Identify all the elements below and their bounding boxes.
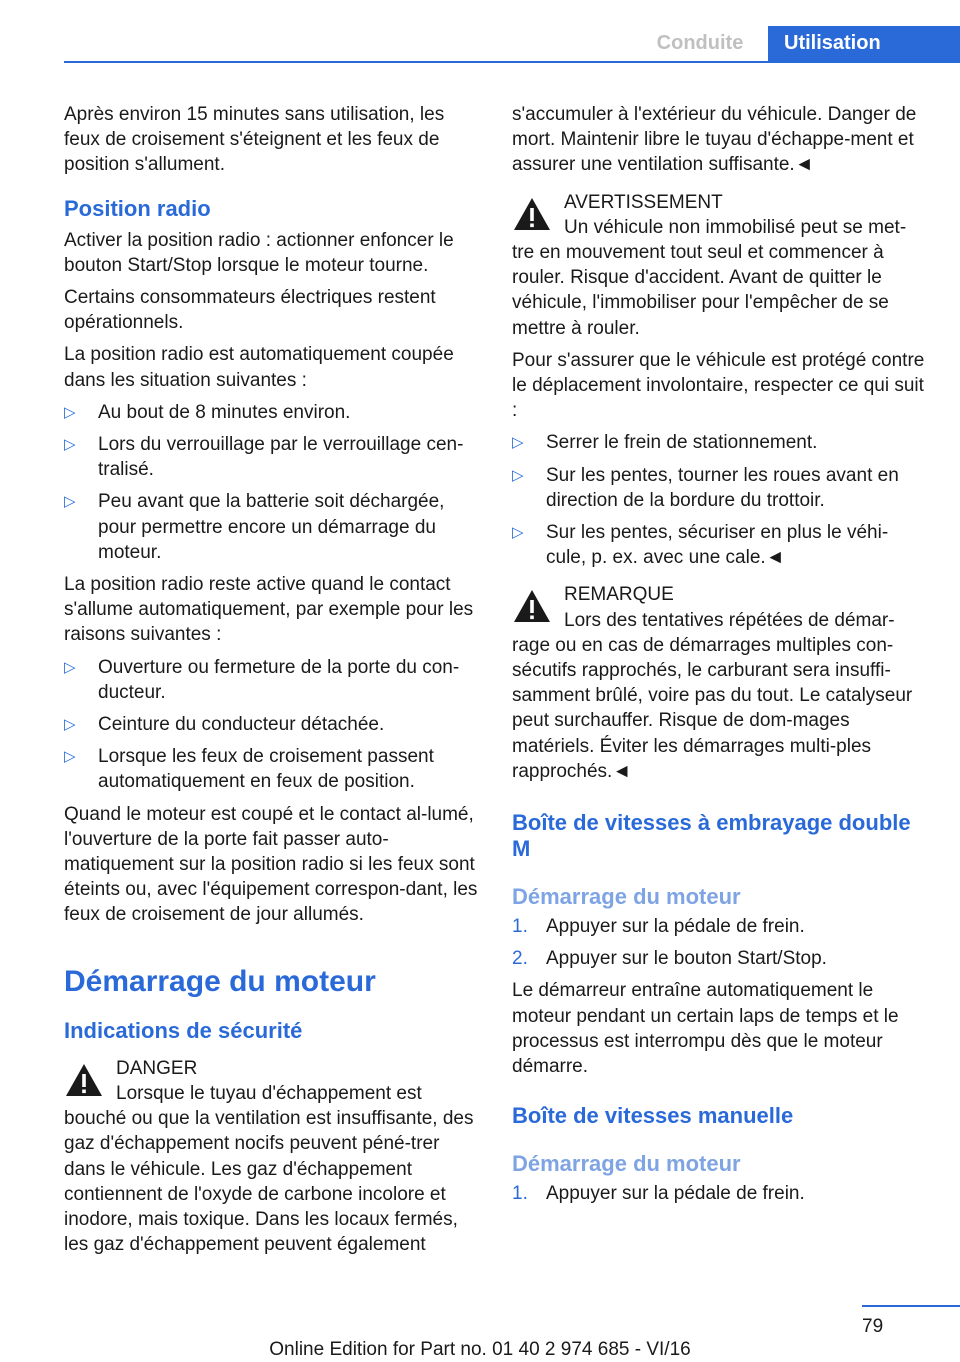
avertissement-label: AVERTISSEMENT: [564, 191, 723, 213]
remarque-label: REMARQUE: [564, 584, 674, 606]
list-item: 1. Appuyer sur la pédale de frein.: [512, 916, 805, 938]
tab-conduite[interactable]: Conduite: [632, 26, 768, 62]
footer-rule: [862, 1305, 960, 1307]
paragraph: Le démarreur entraîne automatiquement le moteur pendant un certain laps de temps et le processus est interrompu dès que le moteur démarre.: [512, 980, 899, 1078]
paragraph: Certains consommateurs électriques restent opérationnels.: [64, 287, 436, 334]
steps-list-2: [512, 1181, 926, 1206]
remarque-notice: [512, 582, 926, 784]
steps-list-1: [512, 914, 926, 971]
heading-indications-securite: Indications de sécurité: [64, 1017, 303, 1043]
tab-utilisation[interactable]: Utilisation: [768, 26, 960, 62]
paragraph: Quand le moteur est coupé et le contact al‐lumé, l'ouverture de la porte fait passer auto‐matiquement sur la position radio si les feux sont éteints ou, avec l'équipement correspon‐dant, les feux de croisement de jour allumés.: [64, 803, 478, 926]
danger-notice: [64, 1056, 482, 1258]
list-item: 2. Appuyer sur le bouton Start/Stop.: [512, 948, 827, 970]
warning-triangle-icon: [64, 1062, 104, 1098]
bullet-icon: ▷: [64, 748, 76, 766]
list-item: ▷ Ceinture du conducteur détachée.: [64, 712, 482, 737]
list-item: ▷ Lorsque les feux de croisement passent automatiquement en feux de position.: [64, 746, 434, 793]
bullet-icon: ▷: [64, 658, 76, 676]
right-column: [512, 102, 926, 1214]
bullet-icon: ▷: [64, 403, 76, 421]
bullet-icon: ▷: [64, 716, 76, 734]
list-item: ▷ Sur les pentes, tourner les roues avant en direction de la bordure du trottoir.: [512, 464, 899, 511]
footer-edition: Online Edition for Part no. 01 40 2 974 685 - VI/16: [269, 1339, 691, 1360]
list-item: ▷ Lors du verrouillage par le verrouillage cen‐tralisé.: [64, 434, 464, 481]
list-item: ▷ Peu avant que la batterie soit déchargée, pour permettre encore un démarrage du moteur.: [64, 491, 445, 563]
heading-position-radio: Position radio: [64, 195, 211, 221]
warning-triangle-icon: [512, 196, 552, 232]
header-tabs: [632, 26, 960, 62]
avertissement-text: tre en mouvement tout seul et commencer à rouler. Risque d'accident. Avant de quitter le véhicule, l'immobiliser pour l'empêcher de se mettre à rouler.: [512, 242, 889, 339]
paragraph: Activer la position radio : actionner enfoncer le bouton Start/Stop lorsque le moteur tourne.: [64, 229, 454, 276]
list-item: ▷ Ouverture ou fermeture de la porte du con‐ducteur.: [64, 656, 460, 703]
paragraph: La position radio est automatiquement coupée dans les situation suivantes :: [64, 344, 454, 391]
bullet-icon: ▷: [512, 434, 524, 452]
warning-triangle-icon: [512, 588, 552, 624]
bullet-icon: ▷: [512, 466, 524, 484]
bullet-icon: ▷: [64, 493, 76, 511]
danger-text-continued: s'accumuler à l'extérieur du véhicule. Danger de mort. Maintenir libre le tuyau d'échappe‐ment et assurer une ventilation suffisante.◄: [512, 104, 917, 176]
remarque-text: rage ou en cas de démarrages multiples con‐sécutifs rapprochés, le carburant sera insuffi‐samment brûlé, voire pas du tout. Le catalyseur peut surchauffer. Risque de dom‐mages matériels. Éviter les démarrages multi‐ples rapprochés.◄: [512, 634, 913, 782]
danger-text: bouché ou que la ventilation est insuffisante, des gaz d'échappement nocifs peuvent péné‐trer dans le véhicule. Les gaz d'échappement contiennent de l'oxyde de carbone incolore et inodore, mais toxique. Dans les locaux fermés, les gaz d'échappement peuvent également: [64, 1108, 474, 1256]
bullet-icon: ▷: [64, 436, 76, 454]
avertissement-text-first: Un véhicule non immobilisé peut se met‐: [564, 216, 907, 238]
heading-demarrage-moteur-1: Démarrage du moteur: [512, 884, 741, 910]
paragraph: Pour s'assurer que le véhicule est protégé contre le déplacement involontaire, respecter ce qui suit :: [512, 349, 925, 422]
left-column: [64, 102, 482, 1264]
remarque-text-first: Lors des tentatives répétées de démar‐: [564, 609, 895, 631]
heading-boite-manuelle: Boîte de vitesses manuelle: [512, 1103, 794, 1129]
header-rule: [64, 61, 960, 63]
list-item: 1. Appuyer sur la pédale de frein.: [512, 1183, 805, 1205]
intro-paragraph: Après environ 15 minutes sans utilisation, les feux de croisement s'éteignent et les feux de position s'allument.: [64, 104, 445, 176]
heading-boite-double: Boîte de vitesses à embrayage double M: [512, 810, 911, 862]
danger-label: DANGER: [116, 1057, 198, 1079]
list-item: ▷ Sur les pentes, sécuriser en plus le véhi‐cule, p. ex. avec une cale.◄: [512, 522, 889, 569]
avertissement-notice: [512, 190, 926, 341]
paragraph: La position radio reste active quand le contact s'allume automatiquement, par exemple pour les raisons suivantes :: [64, 574, 474, 646]
list-item: ▷ Serrer le frein de stationnement.: [512, 430, 926, 455]
bullet-list-immobilisation: [512, 430, 926, 570]
heading-demarrage-moteur-2: Démarrage du moteur: [512, 1151, 741, 1177]
bullet-list-radio-on: [64, 655, 482, 795]
heading-demarrage-moteur: Démarrage du moteur: [64, 964, 376, 998]
danger-text-first: Lorsque le tuyau d'échappement est: [116, 1082, 422, 1104]
page-number: 79: [862, 1316, 884, 1337]
list-item: ▷ Au bout de 8 minutes environ.: [64, 400, 482, 425]
bullet-list-radio-off: [64, 400, 482, 565]
bullet-icon: ▷: [512, 524, 524, 542]
